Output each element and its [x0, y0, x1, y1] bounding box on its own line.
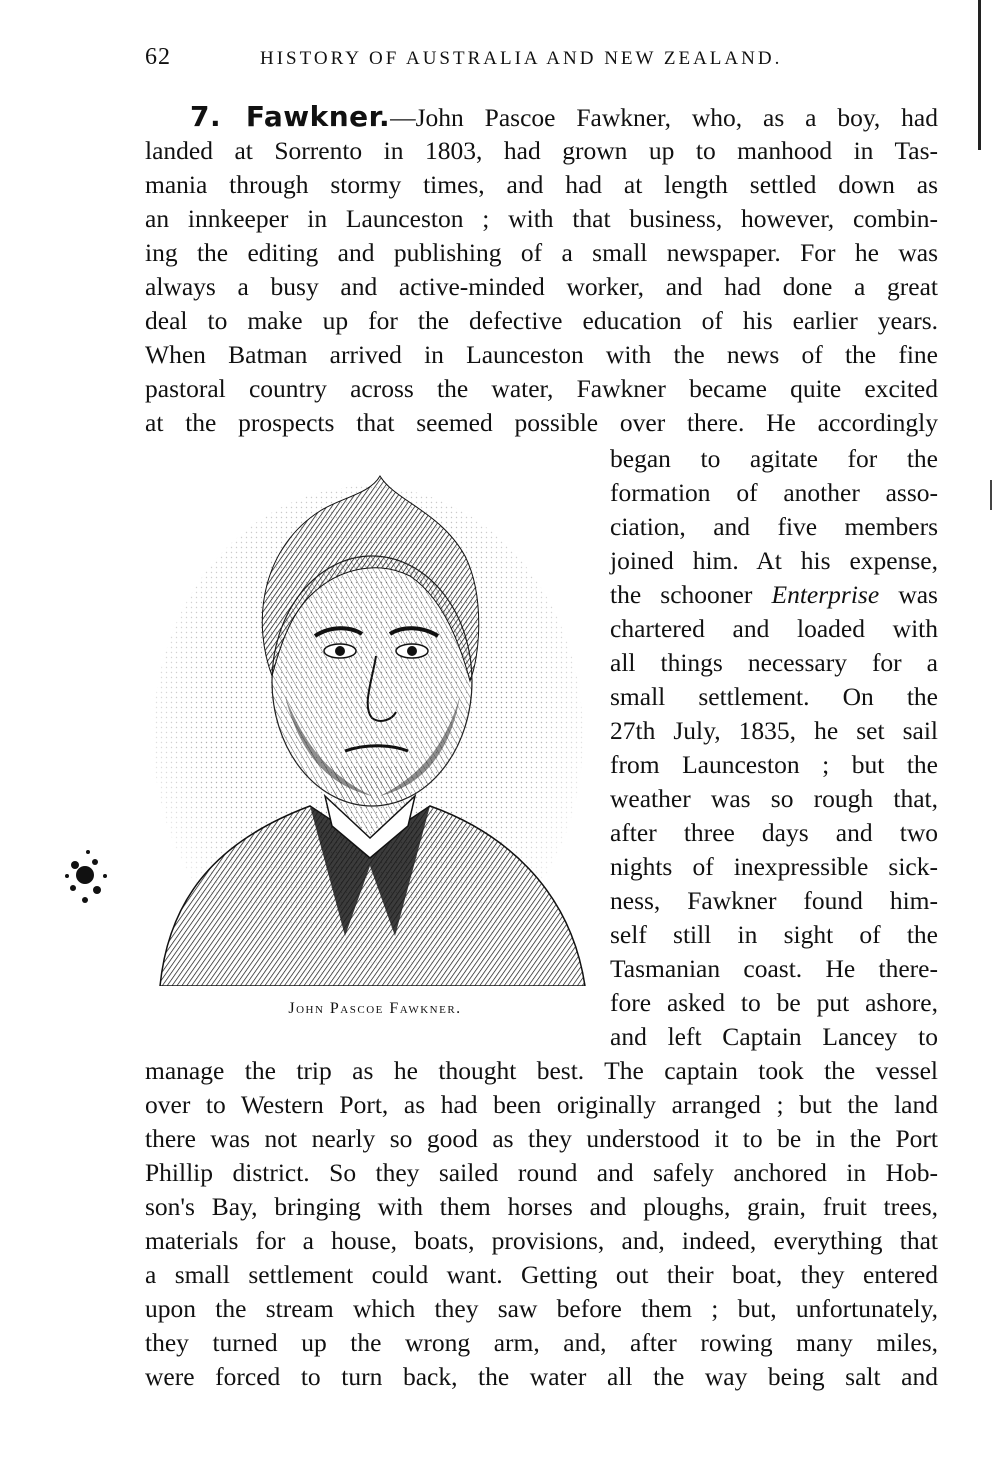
paragraph-line: there was not nearly so good as they understood it to be in the Port — [145, 1124, 938, 1153]
narrow-line: 27th July, 1835, he set sail — [610, 716, 938, 745]
paragraph-line: manage the trip as he thought best. The captain took the vessel — [145, 1056, 938, 1085]
narrow-line: began to agitate for the — [610, 444, 938, 473]
narrow-line — [610, 578, 938, 612]
paragraph-line: materials for a house, boats, provisions, and, indeed, everything that — [145, 1226, 938, 1255]
scan-edge-mark — [990, 480, 992, 510]
narrow-line: all things necessary for a — [610, 648, 938, 677]
narrow-line: ciation, and five members — [610, 512, 938, 541]
portrait-figure — [140, 466, 595, 986]
narrow-line: from Launceston ; but the — [610, 750, 938, 779]
narrow-line: small settlement. On the — [610, 682, 938, 711]
narrow-line: joined him. At his expense, — [610, 546, 938, 575]
paragraph-line: Phillip district. So they sailed round and safely anchored in Hob- — [145, 1158, 938, 1187]
running-head: HISTORY OF AUSTRALIA AND NEW ZEALAND. — [260, 48, 783, 69]
narrow-line: chartered and loaded with — [610, 614, 938, 643]
paragraph-line-text: —John Pascoe Fawkner, who, as a boy, had — [390, 103, 938, 132]
paragraph-line: were forced to turn back, the water all the way being salt and — [145, 1362, 938, 1391]
paragraph-line — [190, 100, 938, 134]
ship-name: Enterprise — [771, 580, 880, 609]
narrow-line: nights of inexpressible sick- — [610, 852, 938, 881]
section-heading: 7. Fawkner. — [190, 100, 391, 133]
narrow-line-text: the schooner — [610, 580, 753, 609]
paragraph-line: an innkeeper in Launceston ; with that business, however, combin- — [145, 204, 938, 233]
paragraph-line: mania through stormy times, and had at length settled down as — [145, 170, 938, 199]
scan-edge-mark — [978, 0, 981, 150]
paragraph-line: son's Bay, bringing with them horses and ploughs, grain, fruit trees, — [145, 1192, 938, 1221]
narrow-line: self still in sight of the — [610, 920, 938, 949]
narrow-line: formation of another asso- — [610, 478, 938, 507]
paragraph-line: deal to make up for the defective education of his earlier years. — [145, 306, 938, 335]
ink-blot-mark — [55, 840, 115, 920]
narrow-line: Tasmanian coast. He there- — [610, 954, 938, 983]
page-header — [145, 40, 935, 80]
narrow-line: weather was so rough that, — [610, 784, 938, 813]
narrow-line: and left Captain Lancey to — [610, 1022, 938, 1051]
narrow-line: ness, Fawkner found him- — [610, 886, 938, 915]
paragraph-line: pastoral country across the water, Fawkner became quite excited — [145, 374, 938, 403]
paragraph-line: at the prospects that seemed possible over there. He accordingly — [145, 408, 938, 437]
narrow-line: after three days and two — [610, 818, 938, 847]
paragraph-line: a small settlement could want. Getting out their boat, they entered — [145, 1260, 938, 1289]
page-number: 62 — [145, 44, 171, 70]
paragraph-line: When Batman arrived in Launceston with the news of the fine — [145, 340, 938, 369]
paragraph-line: landed at Sorrento in 1803, had grown up to manhood in Tas- — [145, 136, 938, 165]
narrow-line-suffix: was — [879, 580, 938, 609]
paragraph-line: over to Western Port, as had been originally arranged ; but the land — [145, 1090, 938, 1119]
paragraph-line: ing the editing and publishing of a small newspaper. For he was — [145, 238, 938, 267]
portrait-caption: John Pascoe Fawkner. — [288, 1000, 462, 1017]
portrait-engraving — [140, 466, 595, 986]
narrow-line: fore asked to be put ashore, — [610, 988, 938, 1017]
paragraph-line: always a busy and active-minded worker, and had done a great — [145, 272, 938, 301]
paragraph-line: upon the stream which they saw before them ; but, unfortunately, — [145, 1294, 938, 1323]
paragraph-line: they turned up the wrong arm, and, after rowing many miles, — [145, 1328, 938, 1357]
